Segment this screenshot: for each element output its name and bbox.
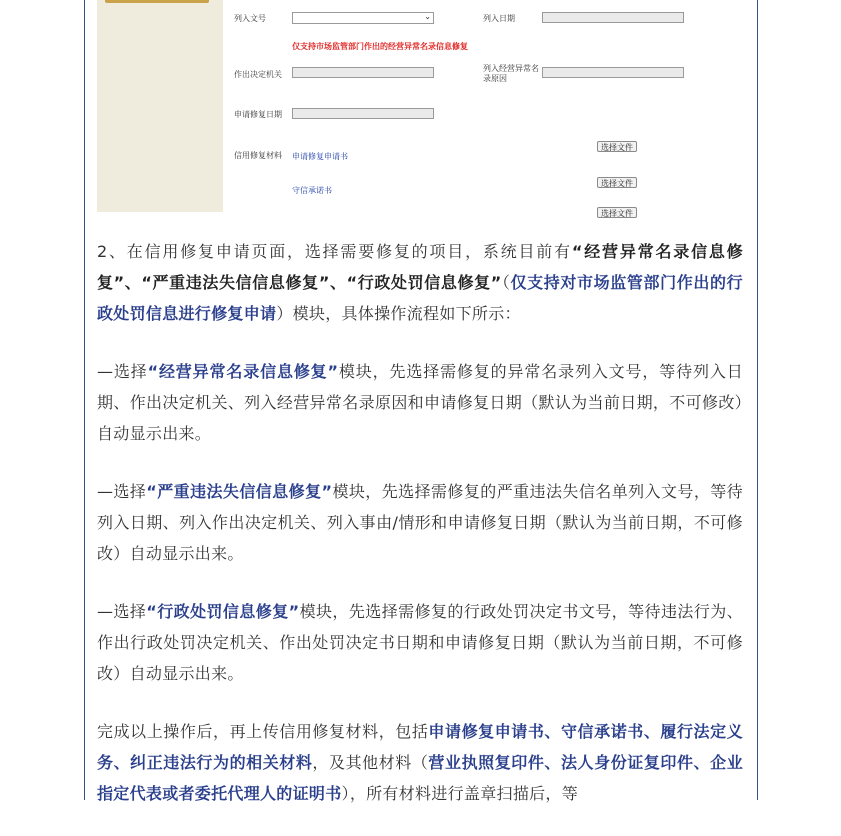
list-date-field xyxy=(542,12,684,23)
pledge-link: 守信承诺书 xyxy=(292,186,332,195)
choose-file-button-partial: 选择文件 xyxy=(597,207,637,218)
choose-file-button: 选择文件 xyxy=(597,141,637,152)
reason-field xyxy=(542,67,684,78)
apply-date-field xyxy=(292,108,434,119)
reason-label-line2: 录原因 xyxy=(483,74,507,83)
text: 模块，先选择需修复的异常名录列入文号，等待列入日期、作出决定机关、列入经营异常名录原因和申请修复日期（默认为当前日期，不可修改）自动显示出来。 xyxy=(97,362,743,443)
doc-no-select xyxy=(292,12,434,24)
text: 完成以上操作后，再上传信用修复材料，包括 xyxy=(97,722,429,741)
decision-org-label: 作出决定机关 xyxy=(234,70,282,79)
highlight-text: “经营异常名录信息修复” xyxy=(147,362,339,381)
text: ），所有材料进行盖章扫描后，等 xyxy=(341,784,579,803)
application-link: 申请修复申请书 xyxy=(292,152,348,161)
paragraph-abnormal-list xyxy=(97,356,743,449)
warning-text: 仅支持市场监管部门作出的经营异常名录信息修复 xyxy=(292,42,468,51)
paragraph-step2 xyxy=(97,236,743,329)
highlight-text: 营业执照复印件、法人身份证复印件、企业指定代表或者委托代理人的证明书 xyxy=(97,753,743,803)
text: 2、在信用修复申请页面，选择需要修复的项目，系统目前有 xyxy=(97,242,572,261)
highlight-text: “行政处罚信息修复” xyxy=(146,602,300,621)
chevron-down-icon: ⌄ xyxy=(424,12,431,21)
form-screenshot xyxy=(97,0,742,218)
module-list: “经营异常名录信息修复”、“严重违法失信信息修复”、“行政处罚信息修复” xyxy=(97,242,743,292)
reason-label-line1: 列入经营异常名 xyxy=(483,64,539,73)
text: —选择 xyxy=(97,602,147,621)
highlight-text: “严重违法失信信息修复” xyxy=(146,482,333,501)
text: 模块，先选择需修复的严重违法失信名单列入文号，等待列入日期、列入作出决定机关、列入事由/情形和申请修复日期（默认为当前日期，不可修改）自动显示出来。 xyxy=(97,482,743,563)
materials-label: 信用修复材料 xyxy=(234,151,282,160)
screenshot-menu-button xyxy=(105,0,209,3)
doc-no-label: 列入文号 xyxy=(234,14,266,23)
screenshot-left-panel xyxy=(97,0,223,212)
paragraph-admin-penalty xyxy=(97,596,743,689)
article-body xyxy=(97,236,743,836)
decision-org-field xyxy=(292,67,434,78)
apply-date-label: 申请修复日期 xyxy=(234,110,282,119)
highlight-text: 申请修复申请书、守信承诺书、履行法定义务、纠正违法行为的相关材料 xyxy=(97,722,743,772)
text: ，及其他材料（ xyxy=(312,753,429,772)
text: —选择 xyxy=(97,482,147,501)
choose-file-button: 选择文件 xyxy=(597,177,637,188)
paragraph-serious-violation xyxy=(97,476,743,569)
text: （ xyxy=(501,273,511,292)
highlight-text: 仅支持对市场监管部门作出的行政处罚信息进行修复申请 xyxy=(97,273,743,323)
paragraph-materials xyxy=(97,716,743,809)
list-date-label: 列入日期 xyxy=(483,14,515,23)
text: —选择 xyxy=(97,362,148,381)
text: ）模块，具体操作流程如下所示： xyxy=(276,304,521,323)
text: 模块，先选择需修复的行政处罚决定书文号，等待违法行为、作出行政处罚决定机关、作出处罚决定书日期和申请修复日期（默认为当前日期，不可修改）自动显示出来。 xyxy=(97,602,743,683)
